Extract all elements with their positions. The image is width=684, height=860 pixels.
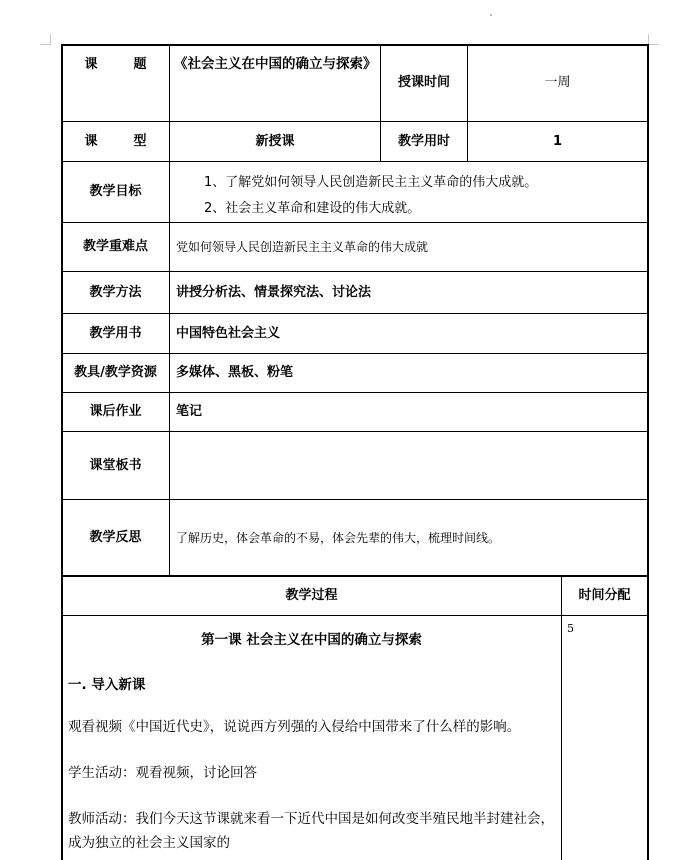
time-allocation-header: 时间分配: [578, 588, 631, 603]
row-value-homework: 笔记: [176, 404, 203, 419]
process-paragraph-1: 观看视频《中国近代史》，说说西方列强的入侵给中国带来了什么样的影响。: [68, 719, 521, 735]
process-paragraph-3: 教师活动：我们今天这节课就来看一下近代中国是如何改变半殖民地半封建社会，成为独立的社会主义国家的: [68, 811, 554, 851]
section-title: 一. 导入新课: [68, 677, 146, 693]
row-value-textbook: 中国特色社会主义: [176, 325, 281, 341]
row-label-reflection: 教学反思: [89, 529, 142, 545]
margin-corner-left: [40, 34, 51, 45]
time-column-divider: [561, 575, 562, 860]
teaching-time-value: 一周: [544, 75, 571, 90]
process-header: 教学过程: [285, 588, 338, 603]
margin-corner-right: [648, 34, 659, 45]
row-value-reflection: 了解历史，体会革命的不易，体会先辈的伟大，梳理时间线。: [176, 530, 501, 545]
row-value-blackboard: [170, 432, 647, 499]
row-label-textbook: 教学用书: [89, 325, 142, 341]
row-value-key-points: 党如何领导人民创造新民主主义革命的伟大成就: [176, 240, 429, 254]
row-label-resources: 教具/教学资源: [74, 365, 157, 380]
teaching-time-label: 授课时间: [397, 75, 450, 90]
row-label-objectives: 教学目标: [89, 184, 142, 199]
row-value-methods: 讲授分析法、情景探究法、讨论法: [176, 284, 372, 300]
topic-value: 《社会主义在中国的确立与探索》: [174, 56, 377, 72]
process-paragraph-2: 学生活动：观看视频，讨论回答: [68, 765, 257, 781]
row-value-resources: 多媒体、黑板、粉笔: [176, 365, 294, 380]
row-label-methods: 教学方法: [89, 284, 142, 300]
row-label-key-points: 教学重难点: [82, 239, 148, 254]
teaching-hours-value: 1: [552, 133, 563, 149]
row-label-homework: 课后作业: [89, 404, 142, 419]
table-border-right: [647, 44, 649, 860]
time-allocation-value: 5: [567, 622, 574, 635]
page-mark: [490, 14, 492, 16]
lesson-type-label: 课 型: [84, 133, 147, 149]
lesson-type-value: 新授课: [255, 133, 295, 149]
teaching-hours-label: 教学用时: [397, 133, 450, 149]
objective-line-1: 1、了解党如何领导人民创造新民主主义革命的伟大成就。: [204, 175, 538, 190]
lesson-title: 第一课 社会主义在中国的确立与探索: [201, 632, 422, 648]
row-label-blackboard: 课堂板书: [89, 457, 142, 473]
topic-label: 课 题: [84, 57, 147, 72]
objective-line-2: 2、社会主义革命和建设的伟大成就。: [204, 201, 421, 216]
